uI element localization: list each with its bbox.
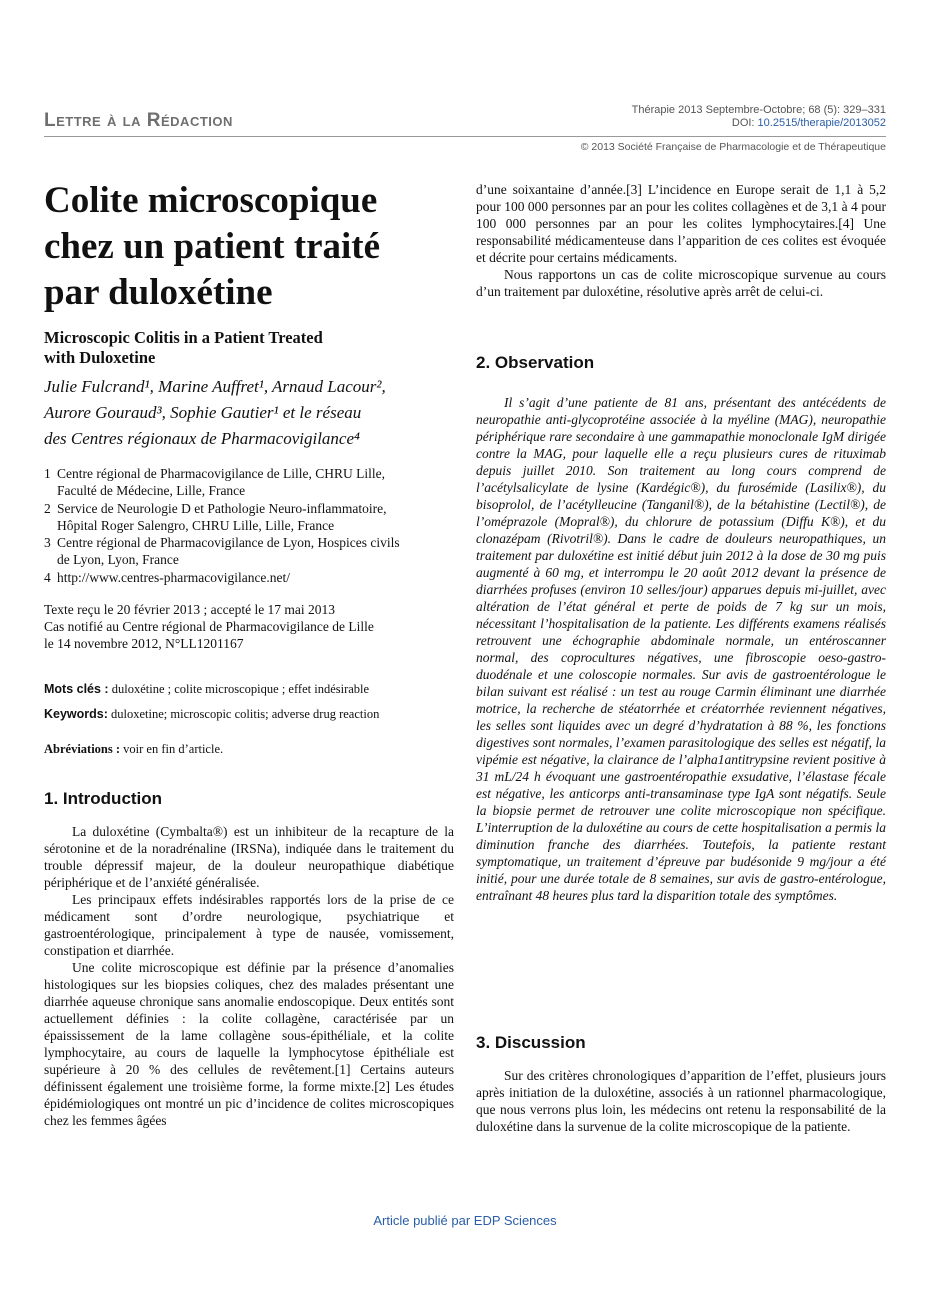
affiliation-text: de Lyon, Lyon, France bbox=[57, 552, 179, 567]
title-line: Colite microscopique bbox=[44, 180, 378, 221]
affiliation-text: Centre régional de Pharmacovigilance de Lyon, Hospices civils bbox=[57, 535, 400, 550]
affiliation-4 bbox=[44, 569, 454, 586]
keywords-en-label: Keywords: bbox=[44, 707, 108, 721]
doi-prefix: DOI: bbox=[731, 117, 758, 129]
discussion-body bbox=[476, 1067, 886, 1135]
journal-citation bbox=[632, 104, 886, 130]
submission-dates bbox=[44, 601, 454, 652]
subtitle-line: Microscopic Colitis in a Patient Treated bbox=[44, 328, 323, 347]
abbreviations-label: Abréviations : bbox=[44, 742, 121, 756]
header-divider bbox=[44, 136, 886, 137]
abbreviations bbox=[44, 742, 464, 757]
paragraph: Les principaux effets indésirables rapportés lors de la prise de ce médicament sont d’ordre neurologique, psychiatrique et gastroentérologique, principalement à type de nausée, vomissement, constipation et diarrhée. bbox=[44, 892, 454, 958]
affiliation-number: 4 bbox=[44, 570, 51, 585]
journal-info: Thérapie 2013 Septembre-Octobre; 68 (5): 329–331 bbox=[631, 104, 886, 116]
dates-line: le 14 novembre 2012, N°LL1201167 bbox=[44, 636, 244, 651]
introduction-body bbox=[44, 823, 454, 1129]
dates-line: Cas notifié au Centre régional de Pharmacovigilance de Lille bbox=[44, 619, 374, 634]
author-line: Aurore Gouraud³, Sophie Gautier¹ et le réseau bbox=[44, 403, 362, 422]
english-title bbox=[44, 328, 454, 368]
introduction-continued bbox=[476, 181, 886, 300]
affiliation-3 bbox=[44, 534, 454, 568]
title-line: chez un patient traité bbox=[44, 226, 381, 267]
paragraph: Nous rapportons un cas de colite microscopique survenue au cours d’un traitement par duloxétine, résolutive après arrêt de celui-ci. bbox=[476, 267, 886, 299]
affiliation-link[interactable]: http://www.centres-pharmacovigilance.net/ bbox=[57, 570, 291, 585]
dates-line: Texte reçu le 20 février 2013 ; accepté le 17 mai 2013 bbox=[44, 602, 336, 617]
paragraph: Une colite microscopique est définie par la présence d’anomalies histologiques sur les biopsies coliques, chez des malades présentant une diarrhée aqueuse chronique sans anomalie endoscopique. Deux entités sont actuellement définies : la colite collagène, caractérisée par un épaississement de la lame collagène sous-épithéliale, et la colite lymphocytaire, au cours de laquelle la lymphocytose épithéliale est supérieure à 20 % des cellules de revêtement.[1] Certains auteurs définissent également une troisième forme, la forme mixte.[2] Les études épidémiologiques ont montré un pic d’incidence de colites microscopiques chez les femmes âgées bbox=[44, 960, 454, 1128]
affiliation-number: 1 bbox=[44, 466, 51, 481]
paragraph: d’une soixantaine d’année.[3] L’incidence en Europe serait de 1,1 à 5,2 pour 100 000 personnes par an pour les colites collagènes et de 3,1 à 4 pour 100 000 personnes par an pour les colites lymphocytaires.[4] Une responsabilité médicamenteuse dans l’apparition de ces colites est évoquée et décrite pour certains médicaments. bbox=[476, 182, 886, 265]
affiliation-text: Centre régional de Pharmacovigilance de Lille, CHRU Lille, bbox=[57, 466, 386, 481]
paragraph: Il s’agit d’une patiente de 81 ans, présentant des antécédents de neuropathie anti-glycoprotéine associée à la myéline (MAG), neuropathie périphérique rare secondaire à une gammapathie monoclonale IgM dirigée contre la MAG, pour laquelle elle a reçu plusieurs cures de rituximab depuis juillet 2010. Son traitement au long cours comprend de l’acétylsalicylate de lysine (Kardégic®), du furosémide (Lasilix®), du bisoprolol, de l’acétylleucine (Tanganil®), de la bétahistine (Lectil®), de l’oméprazole (Mopral®), du chlorure de potassium (Diffu K®), et du clonazépam (Rivotril®). Dans le cadre de douleurs neuropathiques, un traitement par duloxétine est initié début juin 2012 à la dose de 30 mg puis augmenté à 60 mg, et interrompu le 20 août 2012 devant la présence de diarrhées profuses (environ 10 selles/jour) apparues depuis mi-juillet, avec altération de l’état général et perte de poids de 7 kg sur un mois, nécessitant l’hospitalisation de la patiente. Les différents examens réalisés retrouvent une échographie abdominale normale, un entéroscanner normal, des coprocultures négatives, une fibroscopie oeso-gastro-duodénale et une coloscopie normales. Sur avis de gastroentérologue le bilan suivant est réalisé : un test au rouge Carmin éliminant une diarrhée motrice, la recherche de stéatorrhée et créatorrhée reviennent négatives, les selles sont liquides avec un degré d’hydratation à 88 %, les fonctions digestives sont normales, l’examen parasitologique des selles est négatif, la vipémie est négative, la clairance de l’alpha1antitrypsine revient positive à 31 mL/24 h évoquant une gastroentéropathie exsudative, l’élastase fécale est négative, les anticorps anti-transaminase type IgA sont négatifs. Seule la biopsie permet de retrouver une colite microscopique non spécifique. L’interruption de la duloxétine au cours de cette hospitalisation a permis la diminution franche des diarrhées. Toutefois, la patiente restant symptomatique, un traitement d’épreuve par budésonide 9 mg/jour a été initié, pour une durée totale de 8 semaines, sur avis de gastro-entérologue, entraînant 48 heures plus tard la disparition totale des symptômes. bbox=[476, 395, 886, 903]
article-title bbox=[44, 178, 454, 316]
paragraph: La duloxétine (Cymbalta®) est un inhibiteur de la recapture de la sérotonine et de la noradrénaline (IRSNa), indiquée dans le traitement du trouble dépressif majeur, de la douleur neuropathique diabétique périphérique et de l’anxiété généralisée. bbox=[44, 824, 454, 890]
affiliation-text: Hôpital Roger Salengro, CHRU Lille, Lille, France bbox=[57, 518, 335, 533]
author-line: Julie Fulcrand¹, Marine Auffret¹, Arnaud Lacour², bbox=[44, 377, 386, 396]
observation-body bbox=[476, 394, 886, 904]
affiliation-text: Service de Neurologie D et Pathologie Neuro-inflammatoire, bbox=[57, 501, 387, 516]
affiliation-number: 2 bbox=[44, 501, 51, 516]
section-heading-observation: 2. Observation bbox=[476, 353, 595, 372]
section-heading-introduction: 1. Introduction bbox=[44, 789, 163, 808]
affiliation-number: 3 bbox=[44, 535, 51, 550]
doi-link[interactable]: 10.2515/therapie/2013052 bbox=[757, 117, 886, 129]
keywords-fr bbox=[44, 682, 464, 697]
article-type-label: Lettre à la Rédaction bbox=[44, 110, 233, 131]
subtitle-line: with Duloxetine bbox=[44, 348, 156, 367]
keywords-en bbox=[44, 707, 464, 722]
publisher-footer-link[interactable]: Article publié par EDP Sciences bbox=[373, 1213, 557, 1228]
section-heading-discussion: 3. Discussion bbox=[476, 1033, 586, 1052]
doi-line bbox=[632, 117, 886, 130]
title-line: par duloxétine bbox=[44, 272, 273, 313]
affiliation-text: Faculté de Médecine, Lille, France bbox=[57, 483, 246, 498]
keywords-fr-value: duloxétine ; colite microscopique ; effet indésirable bbox=[111, 682, 370, 696]
affiliation-2 bbox=[44, 500, 454, 534]
author-line: des Centres régionaux de Pharmacovigilance⁴ bbox=[44, 429, 360, 448]
keywords-en-value: duloxetine; microscopic colitis; adverse drug reaction bbox=[111, 707, 380, 721]
copyright-notice: © 2013 Société Française de Pharmacologie et de Thérapeutique bbox=[580, 141, 886, 153]
affiliation-1 bbox=[44, 465, 454, 499]
author-list bbox=[44, 374, 459, 452]
abbreviations-value: voir en fin d’article. bbox=[123, 742, 224, 756]
keywords-fr-label: Mots clés : bbox=[44, 682, 109, 696]
paragraph: Sur des critères chronologiques d’apparition de l’effet, plusieurs jours après initiation de la duloxétine, associés à un rationnel pharmacologique, que nous verrons plus loin, les médecins ont retenu la responsabilité de la duloxétine dans la survenue de la colite microscopique de la patiente. bbox=[476, 1068, 886, 1134]
